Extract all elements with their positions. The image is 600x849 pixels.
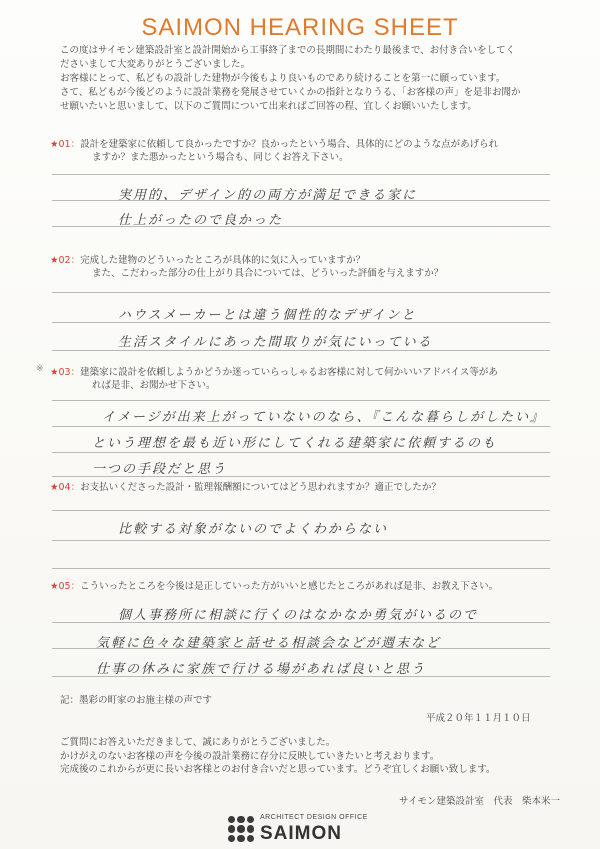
answer-handwriting: 気軽に色々な建築家と話せる相談会などが週末など — [96, 636, 442, 651]
answer-handwriting: 一つの手段だと思う — [92, 462, 228, 477]
question-text: 建築家に設計を依頼しようかどうか迷っていらっしゃるお客様に対して何かいいアドバイス等があ — [80, 367, 498, 378]
question-text: また、こだわった部分の仕上がり具合については、どういった評価を与えますか？ — [92, 268, 444, 279]
sheet-title: SAIMON HEARING SHEET — [141, 14, 459, 41]
question-text: お支払いくださった設計・監理報酬額についてはどう思われますか？適正でしたか？ — [80, 482, 441, 493]
question-text: こういったところを今後は是正していった方がいいと感じたところがあれば是非、お教え下さい。 — [80, 581, 499, 592]
question-text: ますか？また悪かったという場合も、同じくお答え下さい。 — [92, 152, 349, 163]
question-05 — [50, 580, 560, 593]
answer-handwriting: 個人事務所に相談に行くのはなかなか勇気がいるので — [118, 608, 479, 623]
answer-handwriting: イメージが出来上がっていないのなら、『こんな暮らしがしたい』 — [102, 410, 546, 425]
logo-subtitle: ARCHITECT DESIGN OFFICE — [260, 814, 368, 821]
answer-line — [52, 568, 550, 569]
logo-wordmark: SAIMON — [260, 823, 342, 844]
question-02 — [50, 254, 560, 280]
note-text: 記：墨彩の町家のお施主様の声です — [60, 695, 213, 706]
question-number: ★05： — [50, 581, 81, 592]
closing-text — [60, 736, 560, 777]
intro-line: この度はサイモン建築設計室と設計開始から工事終了までの長期間にわたり最後まで、お付き合いをしてく — [60, 45, 516, 56]
intro-line: お客様にとって、私どもの設計した建物が今後もより良いものであり続けることを第一に願っています。 — [60, 73, 506, 84]
answer-handwriting: 比較する対象がないのでよくわからない — [118, 522, 389, 537]
question-01 — [50, 138, 560, 164]
question-number: ★02： — [50, 255, 81, 266]
question-number: ★01： — [50, 139, 81, 150]
intro-line: さて、私どもが今後どのように設計業務を発展させていくかの指針となりうる、「お客様の声」を是非お聞か — [60, 87, 521, 98]
answer-handwriting: 仕上がったので良かった — [118, 213, 284, 228]
answer-line — [52, 426, 550, 427]
answer-line — [52, 452, 550, 453]
question-text: 設計を建築家に依頼して良かったですか？良かったという場合、具体的にどのような点があげられ — [80, 139, 499, 150]
date-text: 平成２０年１１月１０日 — [426, 713, 531, 724]
question-number: ★04： — [50, 482, 81, 493]
answer-line — [52, 174, 550, 175]
intro-line: せ願いたいと思いまして、以下のご質問について出来ればご回答の程、宜しくお願いいたします。 — [60, 101, 477, 112]
answer-line — [52, 350, 550, 351]
intro-text — [60, 44, 560, 114]
margin-mark: ※ — [36, 364, 44, 374]
answer-handwriting: 仕事の休みに家族で行ける場があれば良いと思う — [96, 662, 427, 677]
closing-line: 完成後のこれからが更に長いお客様とのお付き合いだと思っています。どうぞ宜しくお願い致します。 — [60, 764, 496, 775]
answer-handwriting: という理想を最も近い形にしてくれる建築家に依頼するのも — [92, 436, 498, 451]
logo-dots-icon — [228, 816, 254, 842]
answer-line — [52, 540, 550, 541]
question-04 — [50, 481, 560, 494]
answer-handwriting: ハウスメーカーとは違う個性的なデザインと — [118, 308, 417, 323]
question-03 — [50, 366, 560, 392]
answer-handwriting: 実用的、デザイン的の両方が満足できる家に — [118, 188, 418, 203]
closing-line: かけがえのないお客様の声を今後の設計業務に存分に反映していきたいと考えおります。 — [60, 750, 440, 762]
answer-line — [52, 510, 550, 511]
intro-line: ださいまして大変ありがとうございました。 — [60, 59, 251, 70]
closing-line: ご質問にお答えいただきまして、誠にありがとうございました。 — [60, 737, 336, 748]
question-text: れば是非、お聞かせ下さい。 — [92, 380, 216, 391]
question-number: ★03： — [50, 367, 81, 378]
saimon-logo — [228, 814, 378, 844]
answer-line — [52, 400, 550, 401]
answer-handwriting: 生活スタイルにあった間取りが気にいっている — [118, 335, 433, 350]
answer-line — [52, 292, 550, 293]
signature: サイモン建築設計室 代表 柴本米一 — [399, 796, 560, 807]
question-text: 完成した建物のどういったところが具体的に気に入っていますか？ — [80, 255, 366, 266]
